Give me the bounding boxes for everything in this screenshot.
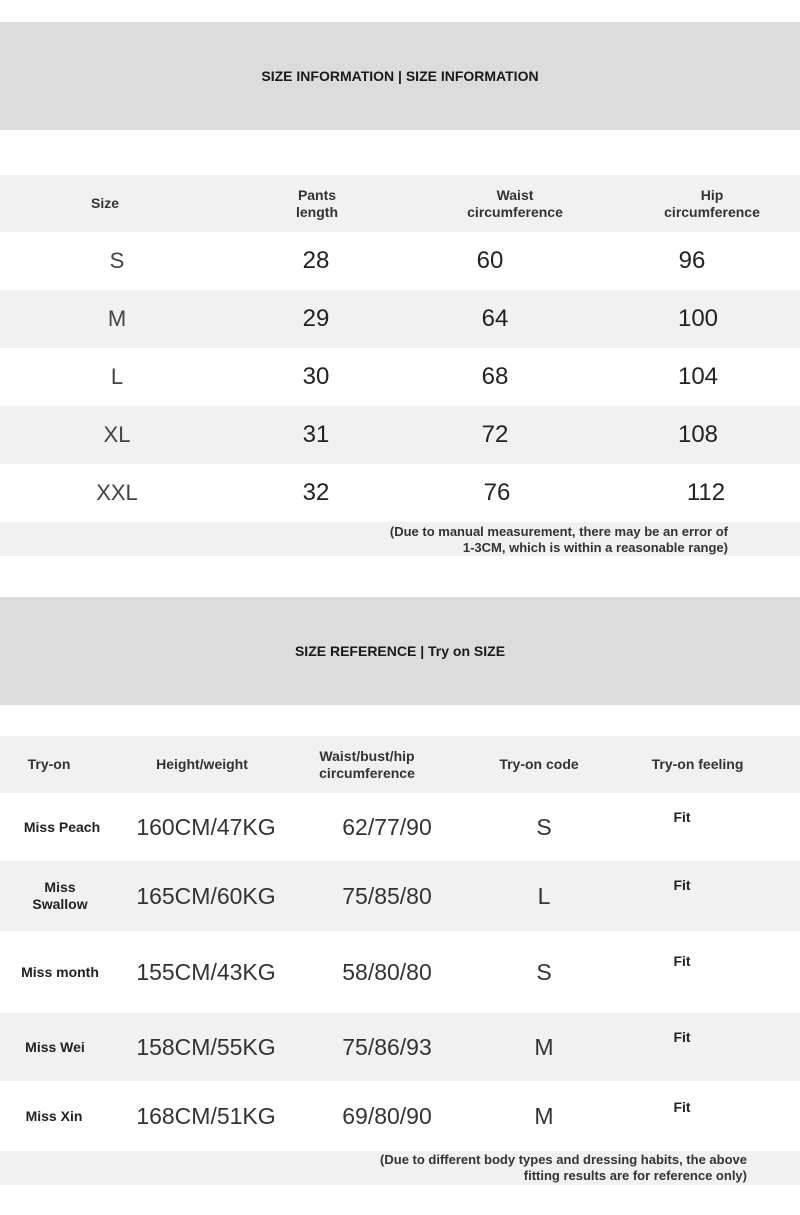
height-weight-cell: 158CM/55KG [136, 1033, 276, 1060]
size-cell: M [107, 306, 127, 331]
table-row [0, 1013, 800, 1081]
hip-cell: 96 [678, 247, 706, 274]
try-on-feeling-cell: Fit [673, 1029, 691, 1045]
hip-cell: 104 [677, 363, 719, 390]
reference-note-line-2: fitting results are for reference only) [523, 1168, 747, 1183]
reference-note [380, 1152, 747, 1184]
size-information-title: SIZE INFORMATION | SIZE INFORMATION [261, 68, 539, 84]
waist-cell: 72 [481, 421, 509, 448]
table-row [0, 348, 800, 406]
try-on-name: Miss Swallow [32, 879, 88, 912]
pants-length-cell: 29 [302, 305, 330, 332]
size-information-banner [0, 22, 800, 130]
hip-cell: 112 [686, 479, 726, 506]
header-hip: Hip circumference [664, 186, 760, 220]
try-on-code-cell: S [536, 813, 552, 840]
size-cell: L [110, 364, 124, 389]
height-weight-cell: 155CM/43KG [136, 958, 276, 985]
size-measurement-note [390, 524, 728, 556]
height-weight-cell: 165CM/60KG [136, 882, 276, 909]
try-on-name: Miss Xin [25, 1107, 83, 1124]
pants-length-cell: 32 [302, 479, 330, 506]
try-on-code-cell: M [534, 1102, 554, 1129]
height-weight-cell: 160CM/47KG [136, 813, 276, 840]
size-table-header [0, 175, 800, 232]
waist-cell: 60 [476, 247, 504, 274]
waist-cell: 68 [481, 363, 509, 390]
header-pants-length: Pants length [296, 186, 338, 220]
measurements-cell: 69/80/90 [342, 1102, 432, 1129]
try-on-table-header [0, 736, 800, 793]
table-row [0, 232, 800, 290]
measurements-cell: 58/80/80 [342, 958, 432, 985]
size-cell: XXL [96, 480, 138, 505]
try-on-code-cell: L [537, 882, 551, 909]
size-note-band [0, 522, 800, 556]
size-note-line-2: 1-3CM, which is within a reasonable range) [462, 540, 728, 555]
header-try-on-feeling: Try-on feeling [651, 756, 744, 772]
try-on-feeling-cell: Fit [673, 1099, 691, 1115]
header-try-on: Try-on [27, 756, 71, 772]
reference-note-band [0, 1151, 800, 1185]
try-on-code-cell: S [536, 958, 552, 985]
table-row [0, 793, 800, 861]
table-row [0, 931, 800, 1013]
try-on-feeling-cell: Fit [673, 953, 691, 969]
size-cell: XL [103, 422, 131, 447]
try-on-feeling-cell: Fit [673, 877, 691, 893]
hip-cell: 100 [677, 305, 719, 332]
table-row [0, 464, 800, 522]
try-on-feeling-cell: Fit [673, 809, 691, 825]
waist-cell: 76 [483, 479, 511, 506]
measurements-cell: 62/77/90 [342, 813, 432, 840]
size-cell: S [109, 248, 125, 273]
size-reference-banner [0, 597, 800, 705]
try-on-code-cell: M [534, 1033, 554, 1060]
table-row [0, 406, 800, 464]
try-on-name: Miss Peach [23, 818, 101, 835]
reference-note-line-1: (Due to different body types and dressing habits, the above [380, 1152, 747, 1167]
size-reference-title: SIZE REFERENCE | Try on SIZE [294, 643, 506, 659]
measurements-cell: 75/86/93 [342, 1033, 432, 1060]
size-note-line-1: (Due to manual measurement, there may be an error of [389, 524, 728, 539]
hip-cell: 108 [677, 421, 719, 448]
measurements-cell: 75/85/80 [342, 882, 432, 909]
header-waist: Waist circumference [467, 186, 563, 220]
try-on-name: Miss month [21, 963, 99, 980]
header-try-on-code: Try-on code [499, 756, 579, 772]
height-weight-cell: 168CM/51KG [136, 1102, 276, 1129]
table-row [0, 1081, 800, 1151]
header-waist-bust-hip: Waist/bust/hip circumference [319, 747, 415, 781]
pants-length-cell: 28 [302, 247, 330, 274]
pants-length-cell: 30 [302, 363, 330, 390]
table-row [0, 861, 800, 931]
header-size: Size [90, 195, 119, 211]
try-on-name: Miss Wei [25, 1038, 85, 1055]
waist-cell: 64 [481, 305, 509, 332]
pants-length-cell: 31 [302, 421, 330, 448]
table-row [0, 290, 800, 348]
header-height-weight: Height/weight [156, 756, 248, 772]
